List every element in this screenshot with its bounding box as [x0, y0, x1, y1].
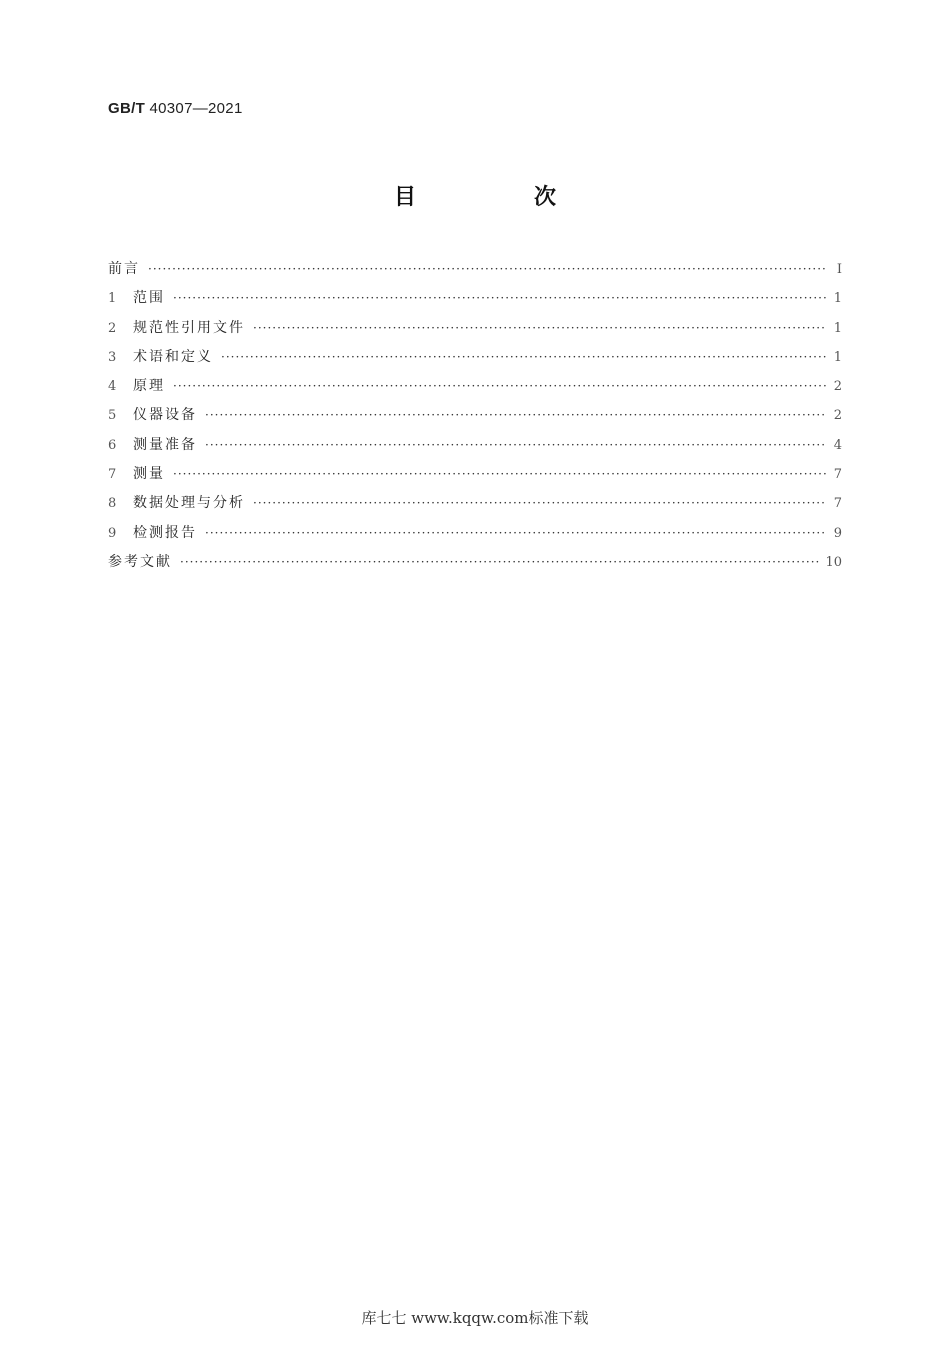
toc-entry-foreword[interactable] — [108, 259, 842, 288]
standard-code-number: 40307—2021 — [149, 100, 243, 117]
toc-entry-number: 9 — [108, 525, 117, 541]
toc-dot-leader — [173, 464, 826, 484]
toc-entry-number: 3 — [108, 349, 117, 365]
toc-dot-leader — [205, 523, 826, 543]
toc-entry-scope[interactable] — [108, 288, 842, 317]
toc-entry-number: 1 — [108, 291, 117, 307]
toc-entry-label: 数据处理与分析 — [133, 495, 245, 512]
toc-entry-data-analysis[interactable] — [108, 493, 842, 522]
toc-entry-principle[interactable] — [108, 376, 842, 405]
toc-entry-page: 2 — [833, 379, 842, 395]
toc-entry-page: 10 — [825, 554, 842, 570]
toc-entry-label: 参考文献 — [108, 553, 172, 570]
toc-entry-terms-definitions[interactable] — [108, 347, 842, 376]
toc-entry-bibliography[interactable] — [108, 552, 842, 581]
toc-entry-label: 测量准备 — [133, 436, 197, 453]
toc-dot-leader — [253, 318, 826, 338]
toc-entry-number: 8 — [108, 496, 117, 512]
toc-entry-page: 4 — [833, 437, 842, 453]
toc-entry-page: 7 — [833, 467, 842, 483]
toc-dot-leader — [173, 376, 826, 396]
standard-code — [108, 100, 243, 117]
footer-watermark-text: 库七七 www.kqqw.com标准下载 — [361, 1309, 589, 1327]
toc-entry-label: 检测报告 — [133, 524, 197, 541]
toc-entry-measurement[interactable] — [108, 464, 842, 493]
toc-entry-page: 7 — [833, 496, 842, 512]
toc-entry-number: 6 — [108, 437, 117, 453]
toc-entry-label: 前言 — [108, 261, 140, 277]
toc-dot-leader — [148, 259, 826, 279]
toc-entry-label: 术语和定义 — [133, 348, 213, 365]
toc-entry-number: 7 — [108, 467, 117, 483]
toc-entry-label: 规范性引用文件 — [133, 319, 245, 336]
toc-dot-leader — [205, 405, 826, 425]
toc-entry-page: 9 — [833, 525, 842, 541]
toc-title: 目 次 — [393, 185, 604, 210]
toc-dot-leader — [253, 493, 826, 513]
toc-dot-leader — [180, 552, 819, 572]
toc-entry-label: 测量 — [133, 466, 165, 483]
toc-entry-page: 1 — [833, 349, 842, 365]
toc-dot-leader — [221, 347, 826, 367]
toc-entry-test-report[interactable] — [108, 523, 842, 552]
toc-entry-number: 2 — [108, 320, 117, 336]
toc-entry-apparatus[interactable] — [108, 405, 842, 434]
toc-dot-leader — [205, 435, 826, 455]
toc-entry-page: 2 — [833, 408, 842, 424]
standard-code-prefix: GB/T — [108, 100, 146, 117]
toc-entry-number: 5 — [108, 408, 117, 424]
table-of-contents — [108, 259, 842, 581]
toc-entry-label: 仪器设备 — [133, 407, 197, 424]
toc-entry-page: Ⅰ — [836, 262, 842, 277]
toc-entry-normative-references[interactable] — [108, 318, 842, 347]
toc-entry-page: 1 — [833, 320, 842, 336]
toc-entry-label: 范围 — [133, 290, 165, 307]
toc-dot-leader — [173, 288, 826, 308]
toc-entry-label: 原理 — [133, 378, 165, 395]
toc-entry-number: 4 — [108, 379, 117, 395]
toc-entry-page: 1 — [833, 291, 842, 307]
toc-entry-preparation[interactable] — [108, 435, 842, 464]
